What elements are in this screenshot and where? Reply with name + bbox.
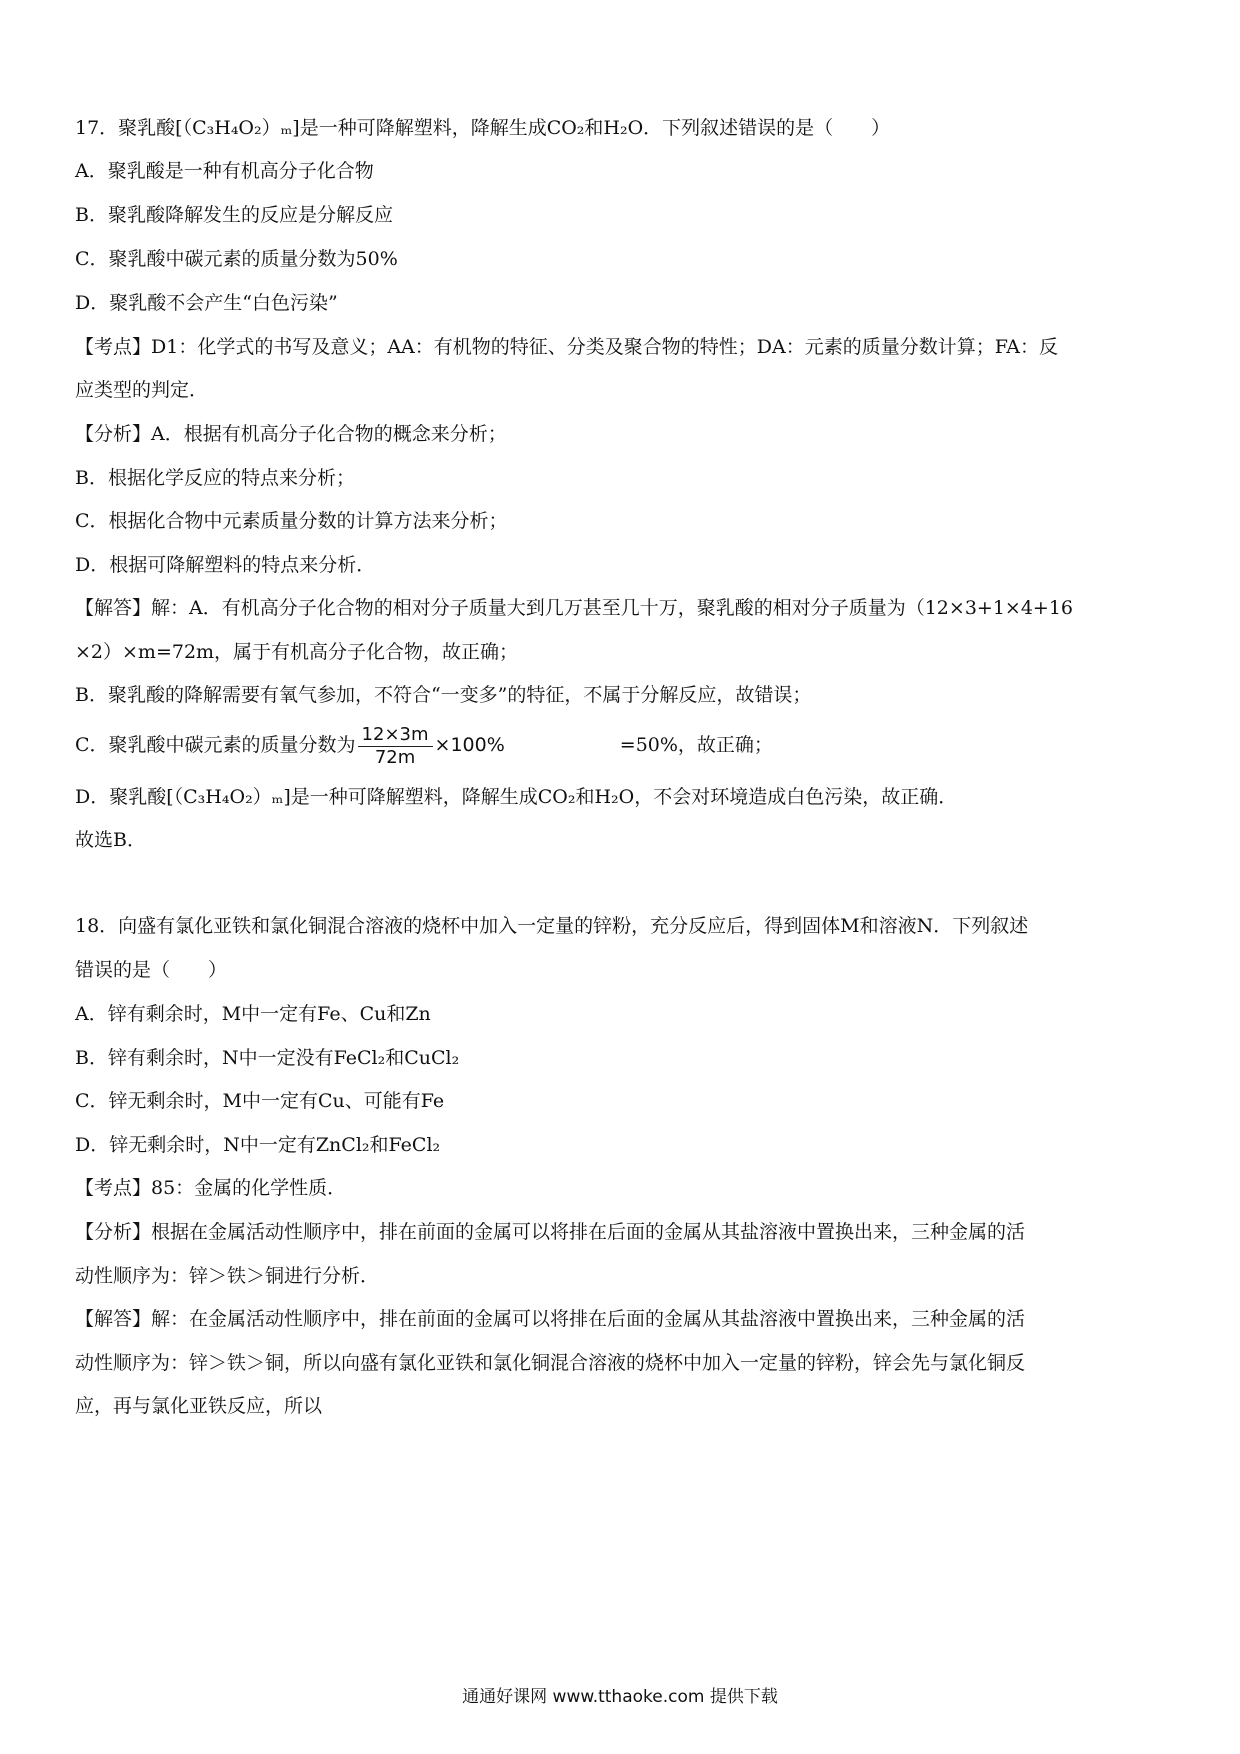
q18-kaodian: 【考点】85：金属的化学性质．	[75, 1177, 347, 1199]
q18-option-d: D．锌无剩余时，N中一定有ZnCl₂和FeCl₂	[75, 1134, 441, 1156]
q17-fenxi-d: D．根据可降解塑料的特点来分析．	[75, 554, 376, 576]
q17-jieda-line1: 【解答】解：A．有机高分子化合物的相对分子质量大到几万甚至几十万，聚乳酸的相对分子质量为（12×3+1×4+16	[75, 597, 1074, 619]
c-prefix: C．聚乳酸中碳元素的质量分数为	[75, 734, 356, 756]
q18-jieda-line1: 【解答】解：在金属活动性顺序中，排在前面的金属可以将排在后面的金属从其盐溶液中置换出来，三种金属的活	[75, 1308, 1026, 1330]
q18-stem-line1: 18．向盛有氯化亚铁和氯化铜混合溶液的烧杯中加入一定量的锌粉，充分反应后，得到固体M和溶液N．下列叙述	[75, 915, 1029, 937]
q17-kaodian-line2: 应类型的判定．	[75, 379, 209, 401]
q17-fenxi-c: C．根据化合物中元素质量分数的计算方法来分析；	[75, 510, 508, 532]
q18-fenxi-line1: 【分析】根据在金属活动性顺序中，排在前面的金属可以将排在后面的金属从其盐溶液中置换出来，三种金属的活	[75, 1221, 1026, 1243]
q18-jieda-line2: 动性顺序为：锌＞铁＞铜，所以向盛有氯化亚铁和氯化铜混合溶液的烧杯中加入一定量的锌粉，锌会先与氯化铜反	[75, 1352, 1026, 1374]
q17-fenxi-a: 【分析】A．根据有机高分子化合物的概念来分析；	[75, 423, 507, 445]
q18-option-b: B．锌有剩余时，N中一定没有FeCl₂和CuCl₂	[75, 1047, 460, 1069]
q17-answer: 故选B．	[75, 829, 146, 851]
page-footer: 通通好课网 www.tthaoke.com 提供下载	[462, 1687, 778, 1707]
q17-fenxi-b: B．根据化学反应的特点来分析；	[75, 467, 355, 489]
c-suffix: =50%，故正确；	[619, 734, 773, 756]
q18-option-c: C．锌无剩余时，M中一定有Cu、可能有Fe	[75, 1090, 445, 1112]
mass-fraction-formula	[358, 724, 433, 769]
q18-option-a: A．锌有剩余时，M中一定有Fe、Cu和Zn	[75, 1003, 431, 1025]
q18-stem-line2: 错误的是（ ）	[75, 959, 228, 981]
q17-jieda-c	[75, 720, 1175, 770]
q17-option-a: A．聚乳酸是一种有机高分子化合物	[75, 160, 374, 182]
fraction-numerator: 12×3m	[358, 724, 433, 747]
q17-jieda-line2: ×2）×m=72m，属于有机高分子化合物，故正确；	[75, 641, 519, 663]
q17-stem: 17．聚乳酸[（C₃H₄O₂）ₘ]是一种可降解塑料，降解生成CO₂和H₂O．下列叙述错误的是（ ）	[75, 117, 891, 139]
q17-kaodian-line1: 【考点】D1：化学式的书写及意义；AA：有机物的特征、分类及聚合物的特性；DA：元素的质量分数计算；FA：反	[75, 336, 1058, 358]
q18-jieda-line3: 应，再与氯化亚铁反应，所以	[75, 1395, 323, 1417]
q17-jieda-b: B．聚乳酸的降解需要有氧气参加，不符合“一变多”的特征，不属于分解反应，故错误；	[75, 684, 812, 706]
q18-fenxi-line2: 动性顺序为：锌＞铁＞铜进行分析．	[75, 1265, 380, 1287]
q17-option-d: D．聚乳酸不会产生“白色污染”	[75, 292, 338, 314]
fraction-multiplier: ×100%	[434, 734, 505, 756]
fraction-denominator: 72m	[374, 746, 416, 768]
q17-jieda-d: D．聚乳酸[（C₃H₄O₂）ₘ]是一种可降解塑料，降解生成CO₂和H₂O，不会对环境造成白色污染，故正确．	[75, 786, 958, 808]
q17-option-b: B．聚乳酸降解发生的反应是分解反应	[75, 204, 393, 226]
q17-option-c: C．聚乳酸中碳元素的质量分数为50%	[75, 248, 398, 270]
